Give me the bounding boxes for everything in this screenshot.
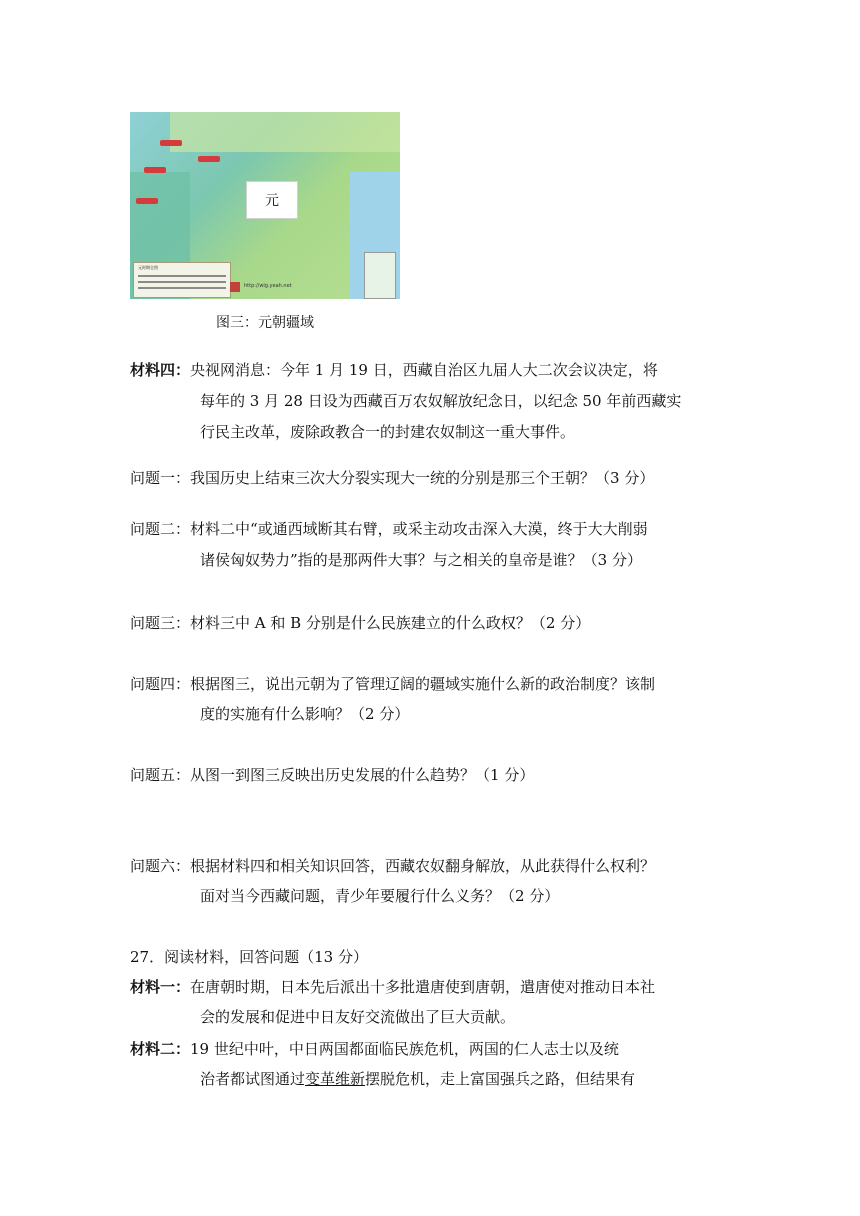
material1-line2: 会的发展和促进中日友好交流做出了巨大贡献。 (200, 1008, 516, 1026)
material1-text1: 在唐朝时期，日本先后派出十多批遣唐使到唐朝，遣唐使对推动日本社 (190, 978, 656, 996)
material4-line3: 行民主改革，废除政教合一的封建农奴制这一重大事件。 (200, 423, 576, 441)
question-2-line2: 诸侯匈奴势力”指的是那两件大事？与之相关的皇帝是谁？（3 分） (200, 551, 642, 569)
map-northern-region (170, 112, 400, 152)
map-watermark-url: http://wlg.yeah.net (244, 283, 292, 289)
question-4-line2: 度的实施有什么影响？（2 分） (200, 705, 410, 723)
material2-text2-post: 摆脱危机，走上富国强兵之路，但结果有 (365, 1070, 636, 1088)
map-region-tag (198, 156, 220, 162)
map-seal-stamp (230, 282, 240, 292)
material2-line1 (130, 1038, 619, 1059)
material4-line2: 每年的 3 月 28 日设为西藏百万农奴解放纪念日，以纪念 50 年前西藏实 (200, 392, 682, 410)
material4-line1 (130, 359, 658, 380)
map-region-tag (136, 198, 158, 204)
question-1: 问题一：我国历史上结束三次大分裂实现大一统的分别是那三个王朝？（3 分） (130, 469, 655, 487)
material2-text2-pre: 治者都试图通过 (200, 1070, 306, 1088)
question-5: 问题五：从图一到图三反映出历史发展的什么趋势？（1 分） (130, 766, 535, 784)
map-region-tag (144, 167, 166, 173)
material1-label: 材料一： (130, 978, 191, 996)
material2-underlined-term: 变革维新 (305, 1070, 366, 1088)
question-4-line1: 问题四：根据图三，说出元朝为了管理辽阔的疆域实施什么新的政治制度？该制 (130, 675, 656, 693)
map-legend (133, 262, 231, 298)
material1-line1 (130, 976, 655, 997)
question-3: 问题三：材料三中 A 和 B 分别是什么民族建立的什么政权？（2 分） (130, 614, 591, 632)
question-6-line1: 问题六：根据材料四和相关知识回答，西藏农奴翻身解放，从此获得什么权利？ (130, 857, 656, 875)
question-6-line2: 面对当今西藏问题，青少年要履行什么义务？（2 分） (200, 887, 560, 905)
material2-line2 (200, 1068, 635, 1089)
map-legend-title: 元时期全图 (138, 265, 158, 270)
map-label-yuan: 元 (246, 181, 298, 219)
material4-label: 材料四： (130, 361, 191, 379)
question-2-line1: 问题二：材料二中“或通西域断其右臂，或采主动攻击深入大漠，终于大大削弱 (130, 520, 648, 538)
material2-label: 材料二： (130, 1040, 191, 1058)
map-inset (364, 252, 396, 299)
map-region-tag (160, 140, 182, 146)
material4-text1: 央视网消息：今年 1 月 19 日，西藏自治区九届人大二次会议决定，将 (190, 361, 658, 379)
figure-caption: 图三：元朝疆域 (216, 315, 314, 331)
material2-text1: 19 世纪中叶，中日两国都面临民族危机，两国的仁人志士以及统 (190, 1040, 619, 1058)
section-27-title: 27．阅读材料，回答问题（13 分） (130, 948, 368, 966)
